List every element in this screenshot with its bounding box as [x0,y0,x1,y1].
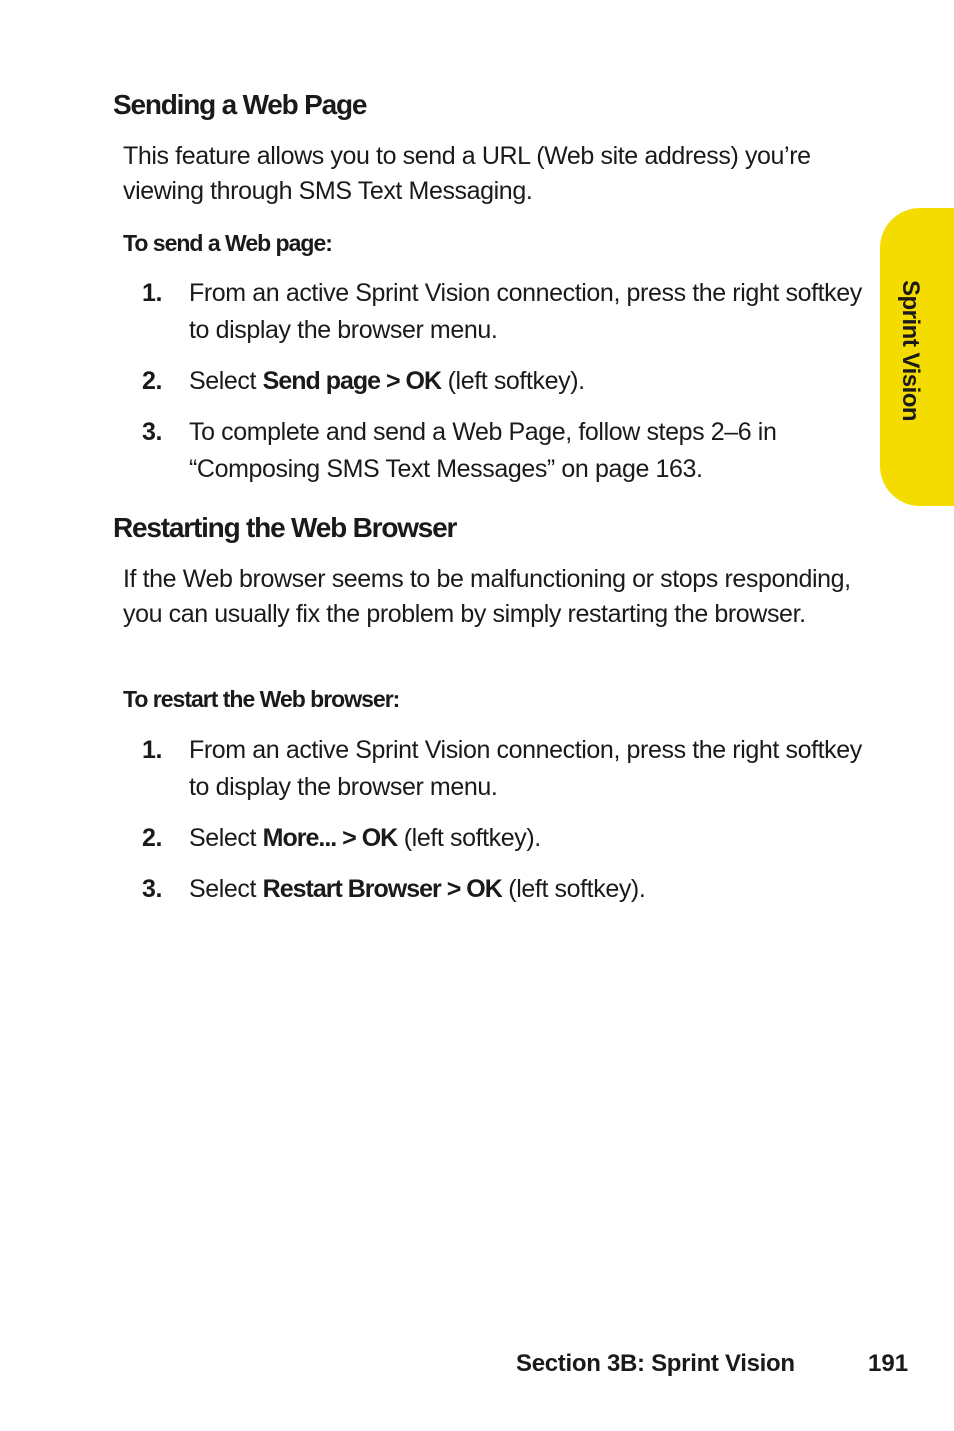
procedure-subheading: To restart the Web browser: [123,686,400,712]
footer-section-title: Section 3B: Sprint Vision [516,1350,795,1377]
menu-path: Restart Browser > OK [262,875,502,903]
step-item [142,414,862,488]
step-item [142,732,862,806]
step-text: Select More... > OK (left softkey). [189,824,541,852]
step-text: Select Restart Browser > OK (left softkey). [189,875,646,903]
step-number: 1. [142,736,163,764]
section-heading-restarting-browser: Restarting the Web Browser [113,512,457,543]
page-number: 191 [868,1350,909,1377]
menu-path: Send page > OK [262,367,442,395]
step-number: 1. [142,279,163,307]
step-text: From an active Sprint Vision connection, press the right softkey to display the browser menu. [189,279,862,344]
step-number: 3. [142,875,163,903]
step-text: From an active Sprint Vision connection, press the right softkey to display the browser menu. [189,736,862,801]
step-item [142,363,862,400]
step-item [142,820,862,857]
step-number: 3. [142,418,163,446]
procedure-subheading: To send a Web page: [123,230,332,256]
side-tab-label: Sprint Vision [897,280,924,422]
step-text: To complete and send a Web Page, follow steps 2–6 in “Composing SMS Text Messages” on page 163. [189,418,777,483]
step-number: 2. [142,367,163,395]
step-item [142,871,862,908]
step-text: Select Send page > OK (left softkey). [189,367,585,395]
section-intro-paragraph: This feature allows you to send a URL (Web site address) you’re viewing through SMS Text Messaging. [123,142,811,205]
step-number: 2. [142,824,163,852]
menu-path: More... > OK [262,824,398,852]
section-intro-paragraph: If the Web browser seems to be malfunctioning or stops responding, you can usually fix the problem by simply restarting the browser. [123,565,851,628]
step-item [142,275,862,349]
section-heading-sending-web-page: Sending a Web Page [113,89,367,120]
